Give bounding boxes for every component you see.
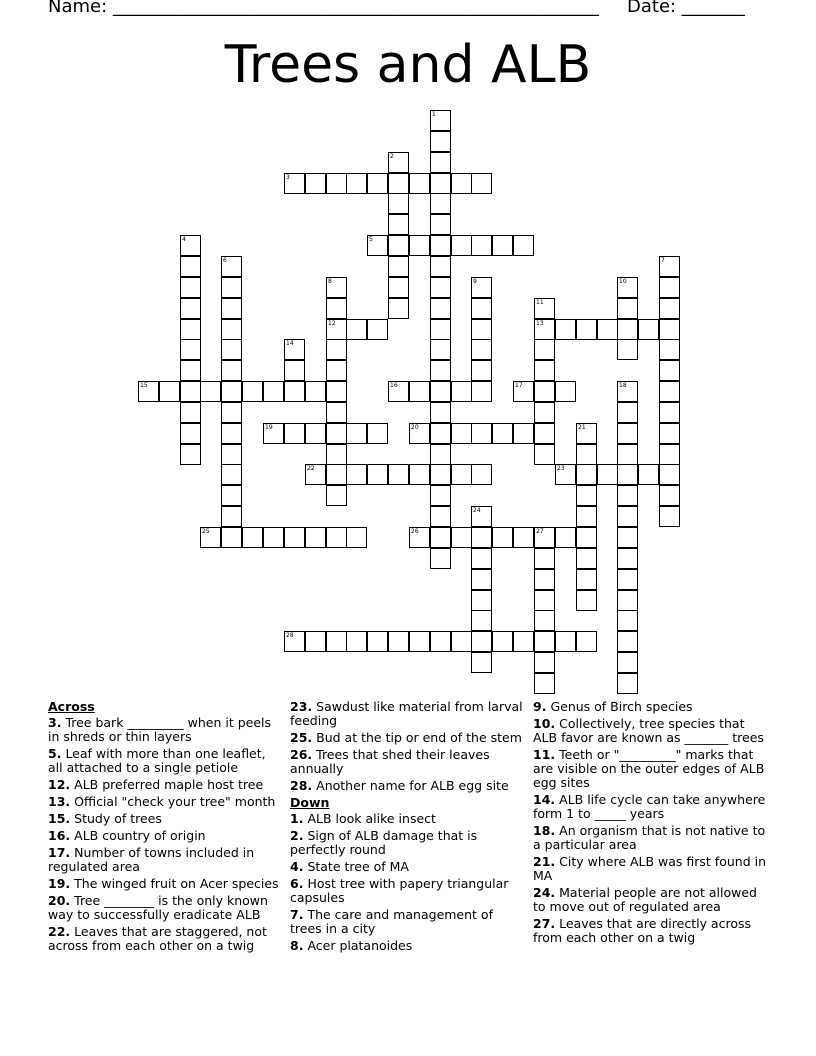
grid-cell[interactable]: [513, 423, 534, 444]
grid-cell[interactable]: [430, 131, 451, 152]
grid-cell[interactable]: [221, 256, 242, 277]
grid-cell[interactable]: [388, 256, 409, 277]
page-title: Trees and ALB: [224, 35, 592, 95]
cell-number: 8: [328, 278, 332, 285]
clue-across-25: 25. Bud at the tip or end of the stem: [290, 730, 522, 745]
grid-cell[interactable]: [326, 319, 347, 340]
clue-down-9: 9. Genus of Birch species: [533, 699, 693, 714]
grid-cell[interactable]: [492, 423, 513, 444]
grid-cell[interactable]: [471, 298, 492, 319]
grid-cell[interactable]: [409, 527, 430, 548]
grid-cell[interactable]: [430, 319, 451, 340]
grid-cell[interactable]: [659, 485, 680, 506]
grid-cell[interactable]: [471, 527, 492, 548]
grid-cell[interactable]: [180, 277, 201, 298]
grid-cell[interactable]: [471, 360, 492, 381]
clue-across-17: 17. Number of towns included in regulated area: [48, 845, 255, 874]
grid-cell[interactable]: [180, 235, 201, 256]
grid-cell[interactable]: [555, 527, 576, 548]
grid-cell[interactable]: [305, 423, 326, 444]
name-field[interactable]: Name: ______________________________________________________: [48, 0, 599, 17]
grid-cell[interactable]: [180, 423, 201, 444]
grid-cell[interactable]: [221, 381, 242, 402]
clue-down-8: 8. Acer platanoides: [290, 938, 413, 953]
grid-cell[interactable]: [534, 590, 555, 611]
cell-number: 19: [265, 424, 273, 431]
grid-cell[interactable]: [367, 631, 388, 652]
grid-cell[interactable]: [534, 652, 555, 673]
clue-down-4: 4. State tree of MA: [290, 859, 409, 874]
grid-cell[interactable]: [326, 381, 347, 402]
grid-cell[interactable]: [221, 444, 242, 465]
grid-cell[interactable]: [555, 464, 576, 485]
grid-cell[interactable]: [659, 464, 680, 485]
clue-down-21: 21. City where ALB was first found in MA: [533, 854, 767, 883]
grid-cell[interactable]: [367, 235, 388, 256]
grid-cell[interactable]: [471, 235, 492, 256]
grid-cell[interactable]: [284, 423, 305, 444]
grid-cell[interactable]: [659, 381, 680, 402]
grid-cell[interactable]: [326, 485, 347, 506]
cell-number: 27: [536, 528, 544, 535]
clue-across-19: 19. The winged fruit on Acer species: [48, 876, 279, 891]
grid-cell[interactable]: [638, 464, 659, 485]
across-heading: Across: [48, 699, 95, 714]
clue-across-28: 28. Another name for ALB egg site: [290, 778, 509, 793]
grid-cell[interactable]: [430, 423, 451, 444]
clues-column-1: [48, 700, 283, 956]
grid-cell[interactable]: [576, 444, 597, 465]
grid-cell[interactable]: [326, 464, 347, 485]
grid-cell[interactable]: [576, 319, 597, 340]
grid-cell[interactable]: [346, 527, 367, 548]
grid-cell[interactable]: [617, 610, 638, 631]
grid-cell[interactable]: [388, 235, 409, 256]
grid-cell[interactable]: [263, 381, 284, 402]
grid-cell[interactable]: [471, 277, 492, 298]
grid-cell[interactable]: [471, 381, 492, 402]
grid-cell[interactable]: [430, 110, 451, 131]
grid-cell[interactable]: [430, 277, 451, 298]
grid-cell[interactable]: [346, 464, 367, 485]
grid-cell[interactable]: [534, 360, 555, 381]
grid-cell[interactable]: [659, 444, 680, 465]
grid-cell[interactable]: [617, 298, 638, 319]
grid-cell[interactable]: [617, 631, 638, 652]
grid-cell[interactable]: [617, 444, 638, 465]
grid-cell[interactable]: [326, 339, 347, 360]
grid-cell[interactable]: [555, 381, 576, 402]
grid-cell[interactable]: [659, 339, 680, 360]
cell-number: 7: [661, 257, 665, 264]
clue-across-20: 20. Tree ________ is the only known way to successfully eradicate ALB: [48, 893, 268, 922]
grid-cell[interactable]: [513, 381, 534, 402]
grid-cell[interactable]: [326, 298, 347, 319]
grid-cell[interactable]: [305, 464, 326, 485]
grid-cell[interactable]: [200, 527, 221, 548]
grid-cell[interactable]: [513, 527, 534, 548]
grid-cell[interactable]: [200, 381, 221, 402]
grid-cell[interactable]: [180, 256, 201, 277]
grid-cell[interactable]: [388, 381, 409, 402]
grid-cell[interactable]: [534, 423, 555, 444]
cell-number: 11: [536, 299, 544, 306]
grid-cell[interactable]: [346, 423, 367, 444]
grid-cell[interactable]: [430, 548, 451, 569]
grid-cell[interactable]: [659, 360, 680, 381]
grid-cell[interactable]: [430, 214, 451, 235]
grid-cell[interactable]: [284, 360, 305, 381]
grid-cell[interactable]: [159, 381, 180, 402]
grid-cell[interactable]: [326, 631, 347, 652]
grid-cell[interactable]: [409, 381, 430, 402]
grid-cell[interactable]: [534, 319, 555, 340]
grid-cell[interactable]: [367, 173, 388, 194]
grid-cell[interactable]: [430, 256, 451, 277]
clue-down-27: 27. Leaves that are directly across from each other on a twig: [533, 916, 752, 945]
grid-cell[interactable]: [388, 214, 409, 235]
grid-cell[interactable]: [430, 402, 451, 423]
grid-cell[interactable]: [138, 381, 159, 402]
cell-number: 6: [223, 257, 227, 264]
cell-number: 20: [411, 424, 419, 431]
grid-cell[interactable]: [284, 527, 305, 548]
grid-cell[interactable]: [180, 298, 201, 319]
grid-cell[interactable]: [617, 485, 638, 506]
grid-cell[interactable]: [534, 631, 555, 652]
grid-cell[interactable]: [451, 235, 472, 256]
grid-cell[interactable]: [430, 173, 451, 194]
grid-cell[interactable]: [659, 319, 680, 340]
date-field[interactable]: Date: _______: [627, 0, 745, 17]
cell-number: 22: [307, 465, 315, 472]
grid-cell[interactable]: [221, 319, 242, 340]
grid-cell[interactable]: [576, 464, 597, 485]
grid-cell[interactable]: [430, 464, 451, 485]
grid-cell[interactable]: [430, 235, 451, 256]
grid-cell[interactable]: [242, 527, 263, 548]
grid-cell[interactable]: [659, 277, 680, 298]
grid-cell[interactable]: [659, 402, 680, 423]
grid-cell[interactable]: [659, 506, 680, 527]
clue-across-15: 15. Study of trees: [48, 811, 162, 826]
grid-cell[interactable]: [451, 527, 472, 548]
grid-cell[interactable]: [576, 548, 597, 569]
clues-column-2: [290, 700, 525, 956]
grid-cell[interactable]: [555, 631, 576, 652]
grid-cell[interactable]: [221, 339, 242, 360]
clue-down-24: 24. Material people are not allowed to move out of regulated area: [533, 885, 757, 914]
clue-across-16: 16. ALB country of origin: [48, 828, 206, 843]
grid-cell[interactable]: [263, 423, 284, 444]
cell-number: 13: [536, 320, 544, 327]
grid-cell[interactable]: [430, 339, 451, 360]
grid-cell[interactable]: [597, 464, 618, 485]
grid-cell[interactable]: [388, 193, 409, 214]
grid-cell[interactable]: [430, 152, 451, 173]
grid-cell[interactable]: [617, 673, 638, 694]
grid-cell[interactable]: [409, 235, 430, 256]
grid-cell[interactable]: [534, 527, 555, 548]
cell-number: 4: [182, 236, 186, 243]
grid-cell[interactable]: [597, 319, 618, 340]
grid-cell[interactable]: [305, 631, 326, 652]
grid-cell[interactable]: [471, 569, 492, 590]
grid-cell[interactable]: [451, 173, 472, 194]
grid-cell[interactable]: [471, 339, 492, 360]
grid-cell[interactable]: [430, 298, 451, 319]
grid-cell[interactable]: [388, 152, 409, 173]
clue-across-5: 5. Leaf with more than one leaflet, all attached to a single petiole: [48, 746, 266, 775]
grid-cell[interactable]: [451, 464, 472, 485]
grid-cell[interactable]: [534, 298, 555, 319]
grid-cell[interactable]: [617, 423, 638, 444]
grid-cell[interactable]: [430, 360, 451, 381]
grid-cell[interactable]: [430, 527, 451, 548]
cell-number: 28: [286, 632, 294, 639]
grid-cell[interactable]: [471, 464, 492, 485]
grid-cell[interactable]: [221, 464, 242, 485]
grid-cell[interactable]: [534, 610, 555, 631]
grid-cell[interactable]: [471, 423, 492, 444]
grid-cell[interactable]: [221, 402, 242, 423]
clue-down-10: 10. Collectively, tree species that ALB favor are known as _______ trees: [533, 716, 764, 745]
grid-cell[interactable]: [263, 527, 284, 548]
grid-cell[interactable]: [430, 444, 451, 465]
clue-down-14: 14. ALB life cycle can take anywhere form 1 to _____ years: [533, 792, 766, 821]
grid-cell[interactable]: [430, 381, 451, 402]
grid-cell[interactable]: [513, 235, 534, 256]
grid-cell[interactable]: [346, 173, 367, 194]
grid-cell[interactable]: [471, 319, 492, 340]
grid-cell[interactable]: [471, 631, 492, 652]
clue-across-22: 22. Leaves that are staggered, not across from each other on a twig: [48, 924, 267, 953]
cell-number: 12: [328, 320, 336, 327]
grid-cell[interactable]: [305, 173, 326, 194]
grid-cell[interactable]: [617, 319, 638, 340]
grid-cell[interactable]: [471, 506, 492, 527]
grid-cell[interactable]: [555, 319, 576, 340]
grid-cell[interactable]: [576, 569, 597, 590]
grid-cell[interactable]: [326, 444, 347, 465]
grid-cell[interactable]: [221, 485, 242, 506]
grid-cell[interactable]: [492, 527, 513, 548]
clue-down-11: 11. Teeth or "_________" marks that are visible on the outer edges of ALB egg sites: [533, 747, 765, 790]
grid-cell[interactable]: [576, 527, 597, 548]
down-heading: Down: [290, 795, 330, 810]
clue-across-12: 12. ALB preferred maple host tree: [48, 777, 264, 792]
grid-cell[interactable]: [180, 381, 201, 402]
grid-cell[interactable]: [430, 193, 451, 214]
grid-cell[interactable]: [451, 381, 472, 402]
grid-cell[interactable]: [409, 631, 430, 652]
grid-cell[interactable]: [534, 569, 555, 590]
grid-cell[interactable]: [659, 298, 680, 319]
grid-cell[interactable]: [513, 631, 534, 652]
cell-number: 9: [473, 278, 477, 285]
grid-cell[interactable]: [471, 173, 492, 194]
grid-cell[interactable]: [388, 298, 409, 319]
cell-number: 17: [515, 382, 523, 389]
clue-across-23: 23. Sawdust like material from larval feeding: [290, 699, 523, 728]
grid-cell[interactable]: [367, 423, 388, 444]
grid-cell[interactable]: [221, 527, 242, 548]
grid-cell[interactable]: [305, 527, 326, 548]
grid-cell[interactable]: [388, 464, 409, 485]
grid-cell[interactable]: [576, 485, 597, 506]
grid-cell[interactable]: [534, 381, 555, 402]
cell-number: 26: [411, 528, 419, 535]
clue-across-13: 13. Official "check your tree" month: [48, 794, 276, 809]
grid-cell[interactable]: [388, 631, 409, 652]
grid-cell[interactable]: [409, 464, 430, 485]
grid-cell[interactable]: [617, 381, 638, 402]
grid-cell[interactable]: [326, 360, 347, 381]
grid-cell[interactable]: [284, 339, 305, 360]
grid-cell[interactable]: [471, 548, 492, 569]
cell-number: 24: [473, 507, 481, 514]
grid-cell[interactable]: [367, 464, 388, 485]
grid-cell[interactable]: [326, 277, 347, 298]
cell-number: 1: [432, 111, 436, 118]
grid-cell[interactable]: [451, 423, 472, 444]
grid-cell[interactable]: [576, 506, 597, 527]
clue-down-1: 1. ALB look alike insect: [290, 811, 436, 826]
grid-cell[interactable]: [180, 319, 201, 340]
cell-number: 21: [578, 424, 586, 431]
cell-number: 14: [286, 340, 294, 347]
cell-number: 18: [619, 382, 627, 389]
grid-cell[interactable]: [451, 631, 472, 652]
clue-across-26: 26. Trees that shed their leaves annually: [290, 747, 490, 776]
grid-cell[interactable]: [576, 423, 597, 444]
clue-across-3: 3. Tree bark _________ when it peels in shreds or thin layers: [48, 715, 272, 744]
cell-number: 25: [202, 528, 210, 535]
grid-cell[interactable]: [471, 590, 492, 611]
grid-cell[interactable]: [305, 381, 326, 402]
grid-cell[interactable]: [346, 631, 367, 652]
grid-cell[interactable]: [180, 444, 201, 465]
grid-cell[interactable]: [617, 527, 638, 548]
clue-down-6: 6. Host tree with papery triangular capsules: [290, 876, 509, 905]
grid-cell[interactable]: [430, 631, 451, 652]
clue-down-2: 2. Sign of ALB damage that is perfectly round: [290, 828, 478, 857]
grid-cell[interactable]: [617, 506, 638, 527]
grid-cell[interactable]: [326, 402, 347, 423]
grid-cell[interactable]: [534, 548, 555, 569]
grid-cell[interactable]: [617, 548, 638, 569]
grid-cell[interactable]: [367, 319, 388, 340]
grid-cell[interactable]: [326, 173, 347, 194]
grid-cell[interactable]: [284, 631, 305, 652]
grid-cell[interactable]: [638, 319, 659, 340]
grid-cell[interactable]: [659, 423, 680, 444]
grid-cell[interactable]: [492, 235, 513, 256]
grid-cell[interactable]: [409, 173, 430, 194]
grid-cell[interactable]: [346, 319, 367, 340]
grid-cell[interactable]: [471, 610, 492, 631]
grid-cell[interactable]: [534, 444, 555, 465]
cell-number: 2: [390, 153, 394, 160]
grid-cell[interactable]: [617, 277, 638, 298]
grid-cell[interactable]: [388, 277, 409, 298]
clue-down-7: 7. The care and management of trees in a city: [290, 907, 493, 936]
grid-cell[interactable]: [534, 402, 555, 423]
grid-cell[interactable]: [534, 673, 555, 694]
cell-number: 5: [369, 236, 373, 243]
grid-cell[interactable]: [492, 631, 513, 652]
grid-cell[interactable]: [221, 506, 242, 527]
grid-cell[interactable]: [326, 423, 347, 444]
grid-cell[interactable]: [617, 652, 638, 673]
grid-cell[interactable]: [242, 381, 263, 402]
cell-number: 23: [557, 465, 565, 472]
grid-cell[interactable]: [409, 423, 430, 444]
grid-cell[interactable]: [388, 173, 409, 194]
cell-number: 10: [619, 278, 627, 285]
grid-cell[interactable]: [284, 381, 305, 402]
clues-column-3: [533, 700, 768, 948]
grid-cell[interactable]: [180, 339, 201, 360]
cell-number: 3: [286, 174, 290, 181]
grid-cell[interactable]: [534, 339, 555, 360]
grid-cell[interactable]: [617, 569, 638, 590]
grid-cell[interactable]: [617, 464, 638, 485]
cell-number: 16: [390, 382, 398, 389]
grid-cell[interactable]: [180, 360, 201, 381]
grid-cell[interactable]: [617, 590, 638, 611]
grid-cell[interactable]: [221, 360, 242, 381]
grid-cell[interactable]: [576, 631, 597, 652]
grid-cell[interactable]: [659, 256, 680, 277]
grid-cell[interactable]: [430, 506, 451, 527]
cell-number: 15: [140, 382, 148, 389]
grid-cell[interactable]: [617, 339, 638, 360]
grid-cell[interactable]: [221, 298, 242, 319]
grid-cell[interactable]: [430, 485, 451, 506]
clue-down-18: 18. An organism that is not native to a particular area: [533, 823, 766, 852]
grid-cell[interactable]: [284, 173, 305, 194]
grid-cell[interactable]: [180, 402, 201, 423]
grid-cell[interactable]: [221, 277, 242, 298]
grid-cell[interactable]: [221, 423, 242, 444]
grid-cell[interactable]: [471, 652, 492, 673]
grid-cell[interactable]: [617, 402, 638, 423]
grid-cell[interactable]: [576, 590, 597, 611]
grid-cell[interactable]: [326, 527, 347, 548]
